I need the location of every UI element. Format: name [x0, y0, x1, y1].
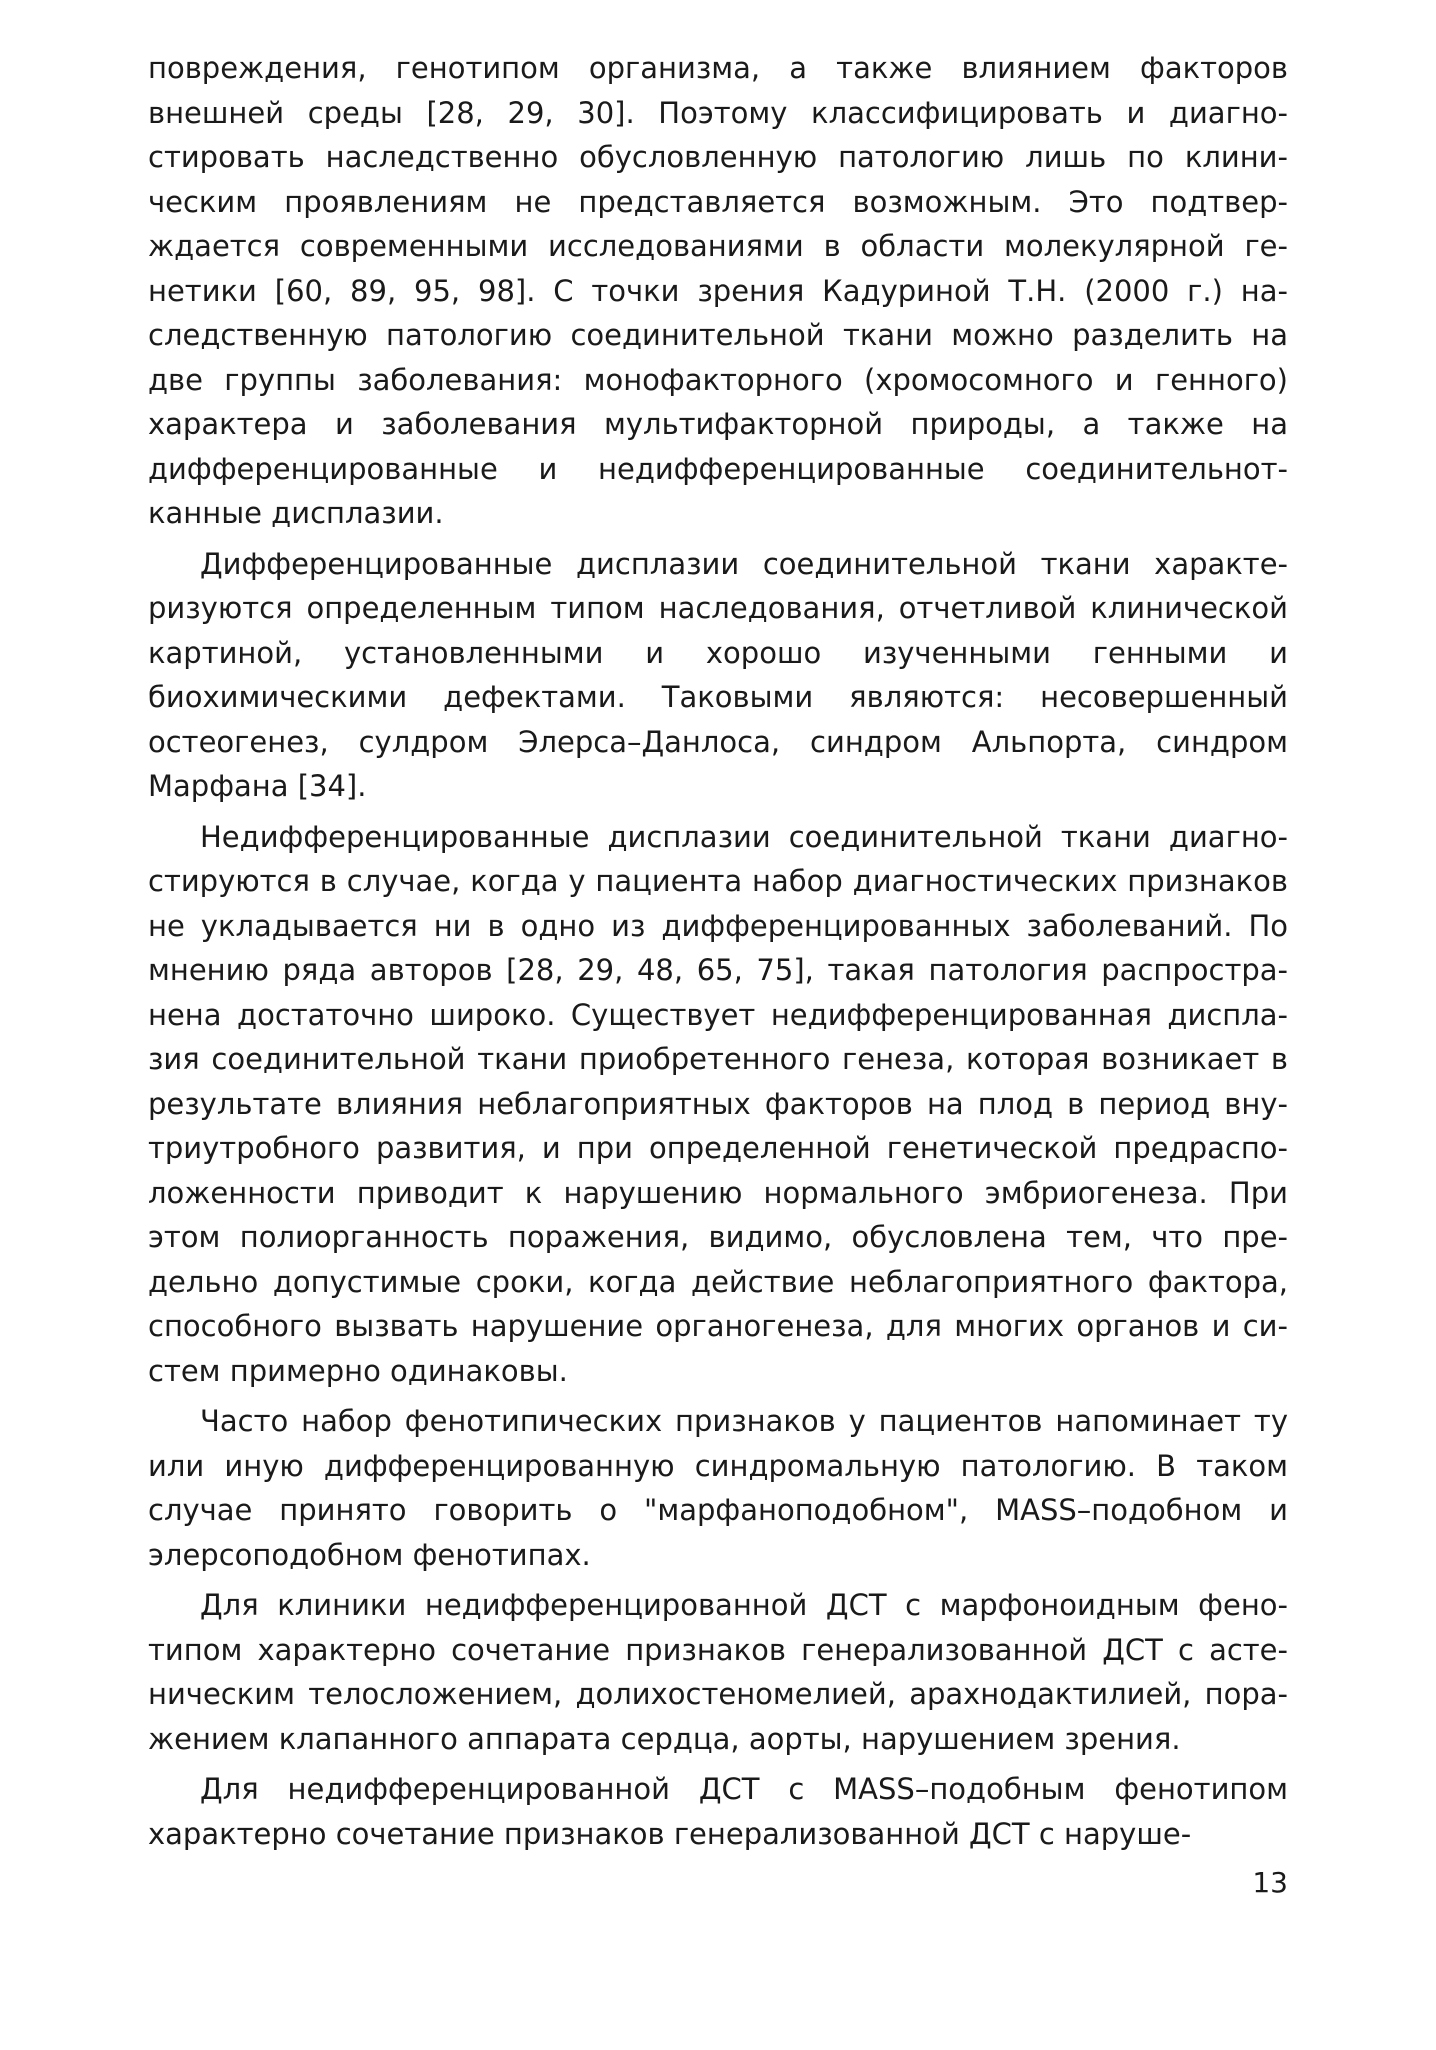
- page-number: 13: [1252, 1866, 1288, 1899]
- paragraph-3: Недифференцированные дисплазии соединительной ткани диагностируются в случае, когда у пациента набор диагностических признаков не укладывается ни в одно из дифференцированных заболеваний. По мнению ряда авторов [28, 29, 48, 65, 75], такая патология распространена достаточно широко. Существует недифференцированная дисплазия соединительной ткани приобретенного генеза, которая возникает в результате влияния неблагоприятных факторов на плод в период внутриутробного развития, и при определенной генетической предрасположенности приводит к нарушению нормального эмбриогенеза. При этом полиорганность поражения, видимо, обусловлена тем, что предельно допустимые сроки, когда действие неблагоприятного фактора, способного вызвать нарушение органогенеза, для многих органов и систем примерно одинаковы.: [148, 819, 1288, 1388]
- paragraph-1: повреждения, генотипом организма, а также влиянием факторов внешней среды [28, 29, 30]. Поэтому классифицировать и диагностировать наследственно обусловленную патологию лишь по клиническим проявлениям не представляется возможным. Это подтверждается современными исследованиями в области молекулярной генетики [60, 89, 95, 98]. С точки зрения Кадуриной Т.Н. (2000 г.) наследственную патологию соединительной ткани можно разделить на две группы заболевания: монофакторного (хромосомного и генного) характера и заболевания мультифакторной природы, а также на дифференцированные и недифференцированные соединительнотканные дисплазии.: [148, 51, 1288, 530]
- paragraph-6: Для недифференцированной ДСТ с MASS–подобным фенотипом характерно сочетание признаков генерализованной ДСТ с наруше-: [148, 1772, 1288, 1851]
- body-text: [148, 46, 1288, 1862]
- paragraph-2: Дифференцированные дисплазии соединительной ткани характеризуются определенным типом наследования, отчетливой клинической картиной, установленными и хорошо изученными генными и биохимическими дефектами. Таковыми являются: несовершенный остеогенез, сулдром Элерса–Данлоса, синдром Альпорта, синдром Марфана [34].: [148, 546, 1288, 803]
- paragraph-4: Часто набор фенотипических признаков у пациентов напоминает ту или иную дифференцированную синдромальную патологию. В таком случае принято говорить о "марфаноподобном", MASS–подобном и элерсоподобном фенотипах.: [148, 1404, 1288, 1572]
- paragraph-5: Для клиники недифференцированной ДСТ с марфоноидным фенотипом характерно сочетание признаков генерализованной ДСТ с астеническим телосложением, долихостеномелией, арахнодактилией, поражением клапанного аппарата сердца, аорты, нарушением зрения.: [148, 1588, 1288, 1756]
